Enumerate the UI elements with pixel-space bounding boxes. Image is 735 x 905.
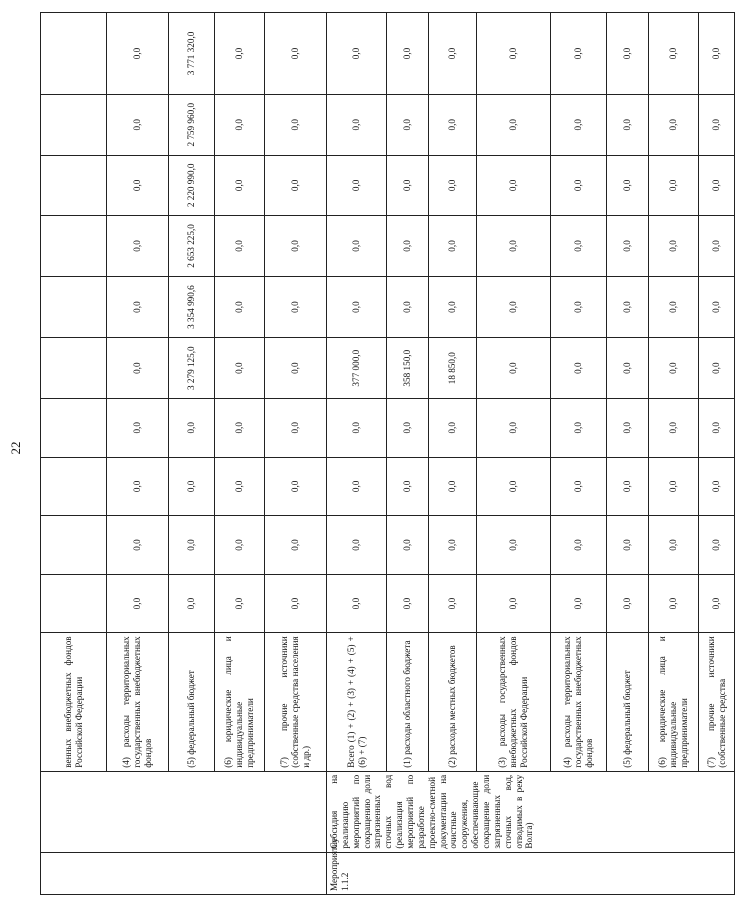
table-row: [607, 13, 649, 895]
value-cell: 0,0: [607, 457, 649, 516]
value-cell: 0,0: [215, 398, 265, 457]
value-cell: 0,0: [699, 516, 735, 575]
value-cell: 0,0: [551, 516, 607, 575]
value-cell: 0,0: [327, 276, 387, 338]
funding-source-cell: (6) юридические лица и индивидуальные предприниматели: [215, 633, 265, 771]
value-cell: 0,0: [215, 216, 265, 277]
value-cell: 18 850,0: [429, 338, 477, 399]
value-cell: 0,0: [107, 94, 169, 155]
value-cell: 0,0: [699, 216, 735, 277]
value-cell: 0,0: [107, 516, 169, 575]
value-cell: [41, 574, 107, 633]
value-cell: [41, 216, 107, 277]
value-cell: 0,0: [215, 13, 265, 95]
value-cell: 0,0: [649, 276, 699, 338]
measure-name-cell: Субсидия на реализацию мероприятий по сокращению доли загрязненных сточных вод (реализация мероприятий по разработке проектно-сметной документации на очистные сооружения, обеспечивающие сокращение доли загрязненных сточных вод, отводимых в реку Волга): [327, 771, 735, 852]
value-cell: [41, 94, 107, 155]
table-row: [265, 13, 327, 895]
value-cell: 0,0: [107, 216, 169, 277]
value-cell: 0,0: [477, 13, 551, 95]
value-cell: 3 279 125,0: [169, 338, 215, 399]
table-row: [429, 13, 477, 895]
value-cell: 0,0: [699, 94, 735, 155]
value-cell: 0,0: [649, 155, 699, 216]
value-cell: 0,0: [265, 94, 327, 155]
value-cell: 0,0: [477, 574, 551, 633]
value-cell: 0,0: [265, 398, 327, 457]
value-cell: 0,0: [607, 398, 649, 457]
value-cell: [41, 13, 107, 95]
value-cell: 0,0: [699, 574, 735, 633]
value-cell: 0,0: [215, 155, 265, 216]
value-cell: 0,0: [649, 13, 699, 95]
value-cell: 0,0: [699, 276, 735, 338]
page-number: 22: [8, 441, 23, 455]
value-cell: 0,0: [477, 516, 551, 575]
value-cell: 0,0: [429, 574, 477, 633]
value-cell: 0,0: [107, 574, 169, 633]
value-cell: 0,0: [649, 398, 699, 457]
funding-source-cell: Всего (1) + (2) + (3) + (4) + (5) + (6) + (7): [327, 633, 387, 771]
value-cell: [41, 398, 107, 457]
value-cell: 0,0: [649, 216, 699, 277]
table-row: [41, 13, 107, 895]
value-cell: 0,0: [607, 94, 649, 155]
value-cell: 0,0: [649, 94, 699, 155]
value-cell: 0,0: [169, 516, 215, 575]
funding-source-cell: (2) расходы местных бюджетов: [429, 633, 477, 771]
value-cell: 0,0: [169, 398, 215, 457]
value-cell: 0,0: [107, 338, 169, 399]
value-cell: 0,0: [551, 155, 607, 216]
value-cell: 0,0: [169, 457, 215, 516]
value-cell: 3 771 320,0: [169, 13, 215, 95]
value-cell: 0,0: [607, 13, 649, 95]
funding-source-cell: (1) расходы областного бюджета: [387, 633, 429, 771]
value-cell: 0,0: [265, 574, 327, 633]
value-cell: 2 759 960,0: [169, 94, 215, 155]
value-cell: 2 653 225,0: [169, 216, 215, 277]
value-cell: 0,0: [477, 398, 551, 457]
value-cell: [41, 155, 107, 216]
value-cell: 358 150,0: [387, 338, 429, 399]
value-cell: 0,0: [477, 276, 551, 338]
value-cell: 0,0: [607, 276, 649, 338]
funding-source-cell: (3) расходы государственных внебюджетных фондов Российской Федерации: [477, 633, 551, 771]
value-cell: 0,0: [551, 574, 607, 633]
funding-source-cell: (5) федеральный бюджет: [169, 633, 215, 771]
value-cell: 0,0: [649, 574, 699, 633]
value-cell: 0,0: [649, 516, 699, 575]
value-cell: 0,0: [327, 216, 387, 277]
value-cell: 0,0: [215, 276, 265, 338]
value-cell: 0,0: [607, 216, 649, 277]
table-body: [41, 13, 735, 895]
value-cell: 0,0: [607, 574, 649, 633]
table-row: [699, 13, 735, 895]
value-cell: 0,0: [649, 338, 699, 399]
budget-table: [40, 12, 735, 895]
value-cell: 0,0: [607, 516, 649, 575]
value-cell: [41, 276, 107, 338]
value-cell: 0,0: [551, 338, 607, 399]
table-row: [215, 13, 265, 895]
value-cell: 0,0: [215, 457, 265, 516]
value-cell: 0,0: [215, 94, 265, 155]
value-cell: 0,0: [387, 457, 429, 516]
value-cell: 0,0: [265, 155, 327, 216]
value-cell: 0,0: [477, 94, 551, 155]
value-cell: 0,0: [265, 216, 327, 277]
value-cell: 0,0: [551, 13, 607, 95]
value-cell: 0,0: [699, 457, 735, 516]
value-cell: 0,0: [327, 13, 387, 95]
value-cell: 0,0: [107, 398, 169, 457]
value-cell: 0,0: [387, 574, 429, 633]
value-cell: 0,0: [387, 516, 429, 575]
value-cell: 377 000,0: [327, 338, 387, 399]
value-cell: [41, 338, 107, 399]
value-cell: 0,0: [387, 13, 429, 95]
value-cell: 0,0: [699, 13, 735, 95]
value-cell: 0,0: [699, 155, 735, 216]
value-cell: 0,0: [265, 338, 327, 399]
value-cell: 0,0: [429, 398, 477, 457]
value-cell: 0,0: [551, 216, 607, 277]
value-cell: 0,0: [387, 398, 429, 457]
table-row: [477, 13, 551, 895]
value-cell: 0,0: [551, 94, 607, 155]
value-cell: 2 220 990,0: [169, 155, 215, 216]
table-row: [649, 13, 699, 895]
value-cell: 0,0: [477, 457, 551, 516]
value-cell: 0,0: [607, 155, 649, 216]
value-cell: 0,0: [327, 516, 387, 575]
value-cell: 0,0: [215, 516, 265, 575]
value-cell: 0,0: [265, 516, 327, 575]
value-cell: 0,0: [429, 13, 477, 95]
value-cell: 0,0: [169, 574, 215, 633]
value-cell: 0,0: [327, 457, 387, 516]
value-cell: 0,0: [107, 276, 169, 338]
funding-source-cell: венных внебюджетных фондов Российской Федерации: [41, 633, 107, 771]
measure-name-cell: [41, 771, 327, 852]
value-cell: 3 354 990,6: [169, 276, 215, 338]
value-cell: 0,0: [699, 338, 735, 399]
value-cell: 0,0: [215, 338, 265, 399]
value-cell: 0,0: [265, 13, 327, 95]
value-cell: 0,0: [327, 574, 387, 633]
value-cell: 0,0: [327, 94, 387, 155]
value-cell: 0,0: [327, 155, 387, 216]
value-cell: 0,0: [429, 155, 477, 216]
value-cell: 0,0: [607, 338, 649, 399]
value-cell: 0,0: [387, 276, 429, 338]
value-cell: 0,0: [649, 457, 699, 516]
value-cell: 0,0: [265, 276, 327, 338]
value-cell: 0,0: [551, 276, 607, 338]
funding-source-cell: (5) федеральный бюджет: [607, 633, 649, 771]
table-row: [551, 13, 607, 895]
table-row: [387, 13, 429, 895]
funding-source-cell: (4) расходы территориальных государственных внебюджетных фондов: [551, 633, 607, 771]
value-cell: [41, 457, 107, 516]
value-cell: 0,0: [107, 457, 169, 516]
value-cell: 0,0: [265, 457, 327, 516]
value-cell: 0,0: [387, 216, 429, 277]
value-cell: [41, 516, 107, 575]
funding-source-cell: (4) расходы территориальных государственных внебюджетных фондов: [107, 633, 169, 771]
value-cell: 0,0: [429, 516, 477, 575]
funding-source-cell: (7) прочие источники (собственные средства населения и др.): [265, 633, 327, 771]
value-cell: 0,0: [551, 457, 607, 516]
measure-code-cell: [41, 852, 327, 894]
funding-source-cell: (6) юридические лица и индивидуальные предприниматели: [649, 633, 699, 771]
value-cell: 0,0: [429, 276, 477, 338]
funding-source-cell: (7) прочие источники (собственные средства: [699, 633, 735, 771]
value-cell: 0,0: [327, 398, 387, 457]
table-row: [107, 13, 169, 895]
value-cell: 0,0: [699, 398, 735, 457]
value-cell: 0,0: [477, 155, 551, 216]
value-cell: 0,0: [429, 216, 477, 277]
value-cell: 0,0: [107, 13, 169, 95]
value-cell: 0,0: [387, 94, 429, 155]
value-cell: 0,0: [429, 94, 477, 155]
value-cell: 0,0: [477, 216, 551, 277]
value-cell: 0,0: [215, 574, 265, 633]
table-row: [169, 13, 215, 895]
value-cell: 0,0: [477, 338, 551, 399]
value-cell: 0,0: [551, 398, 607, 457]
value-cell: 0,0: [429, 457, 477, 516]
measure-code-cell: Мероприятие 1.1.2: [327, 852, 735, 894]
table-row: [327, 13, 387, 895]
value-cell: 0,0: [107, 155, 169, 216]
value-cell: 0,0: [387, 155, 429, 216]
